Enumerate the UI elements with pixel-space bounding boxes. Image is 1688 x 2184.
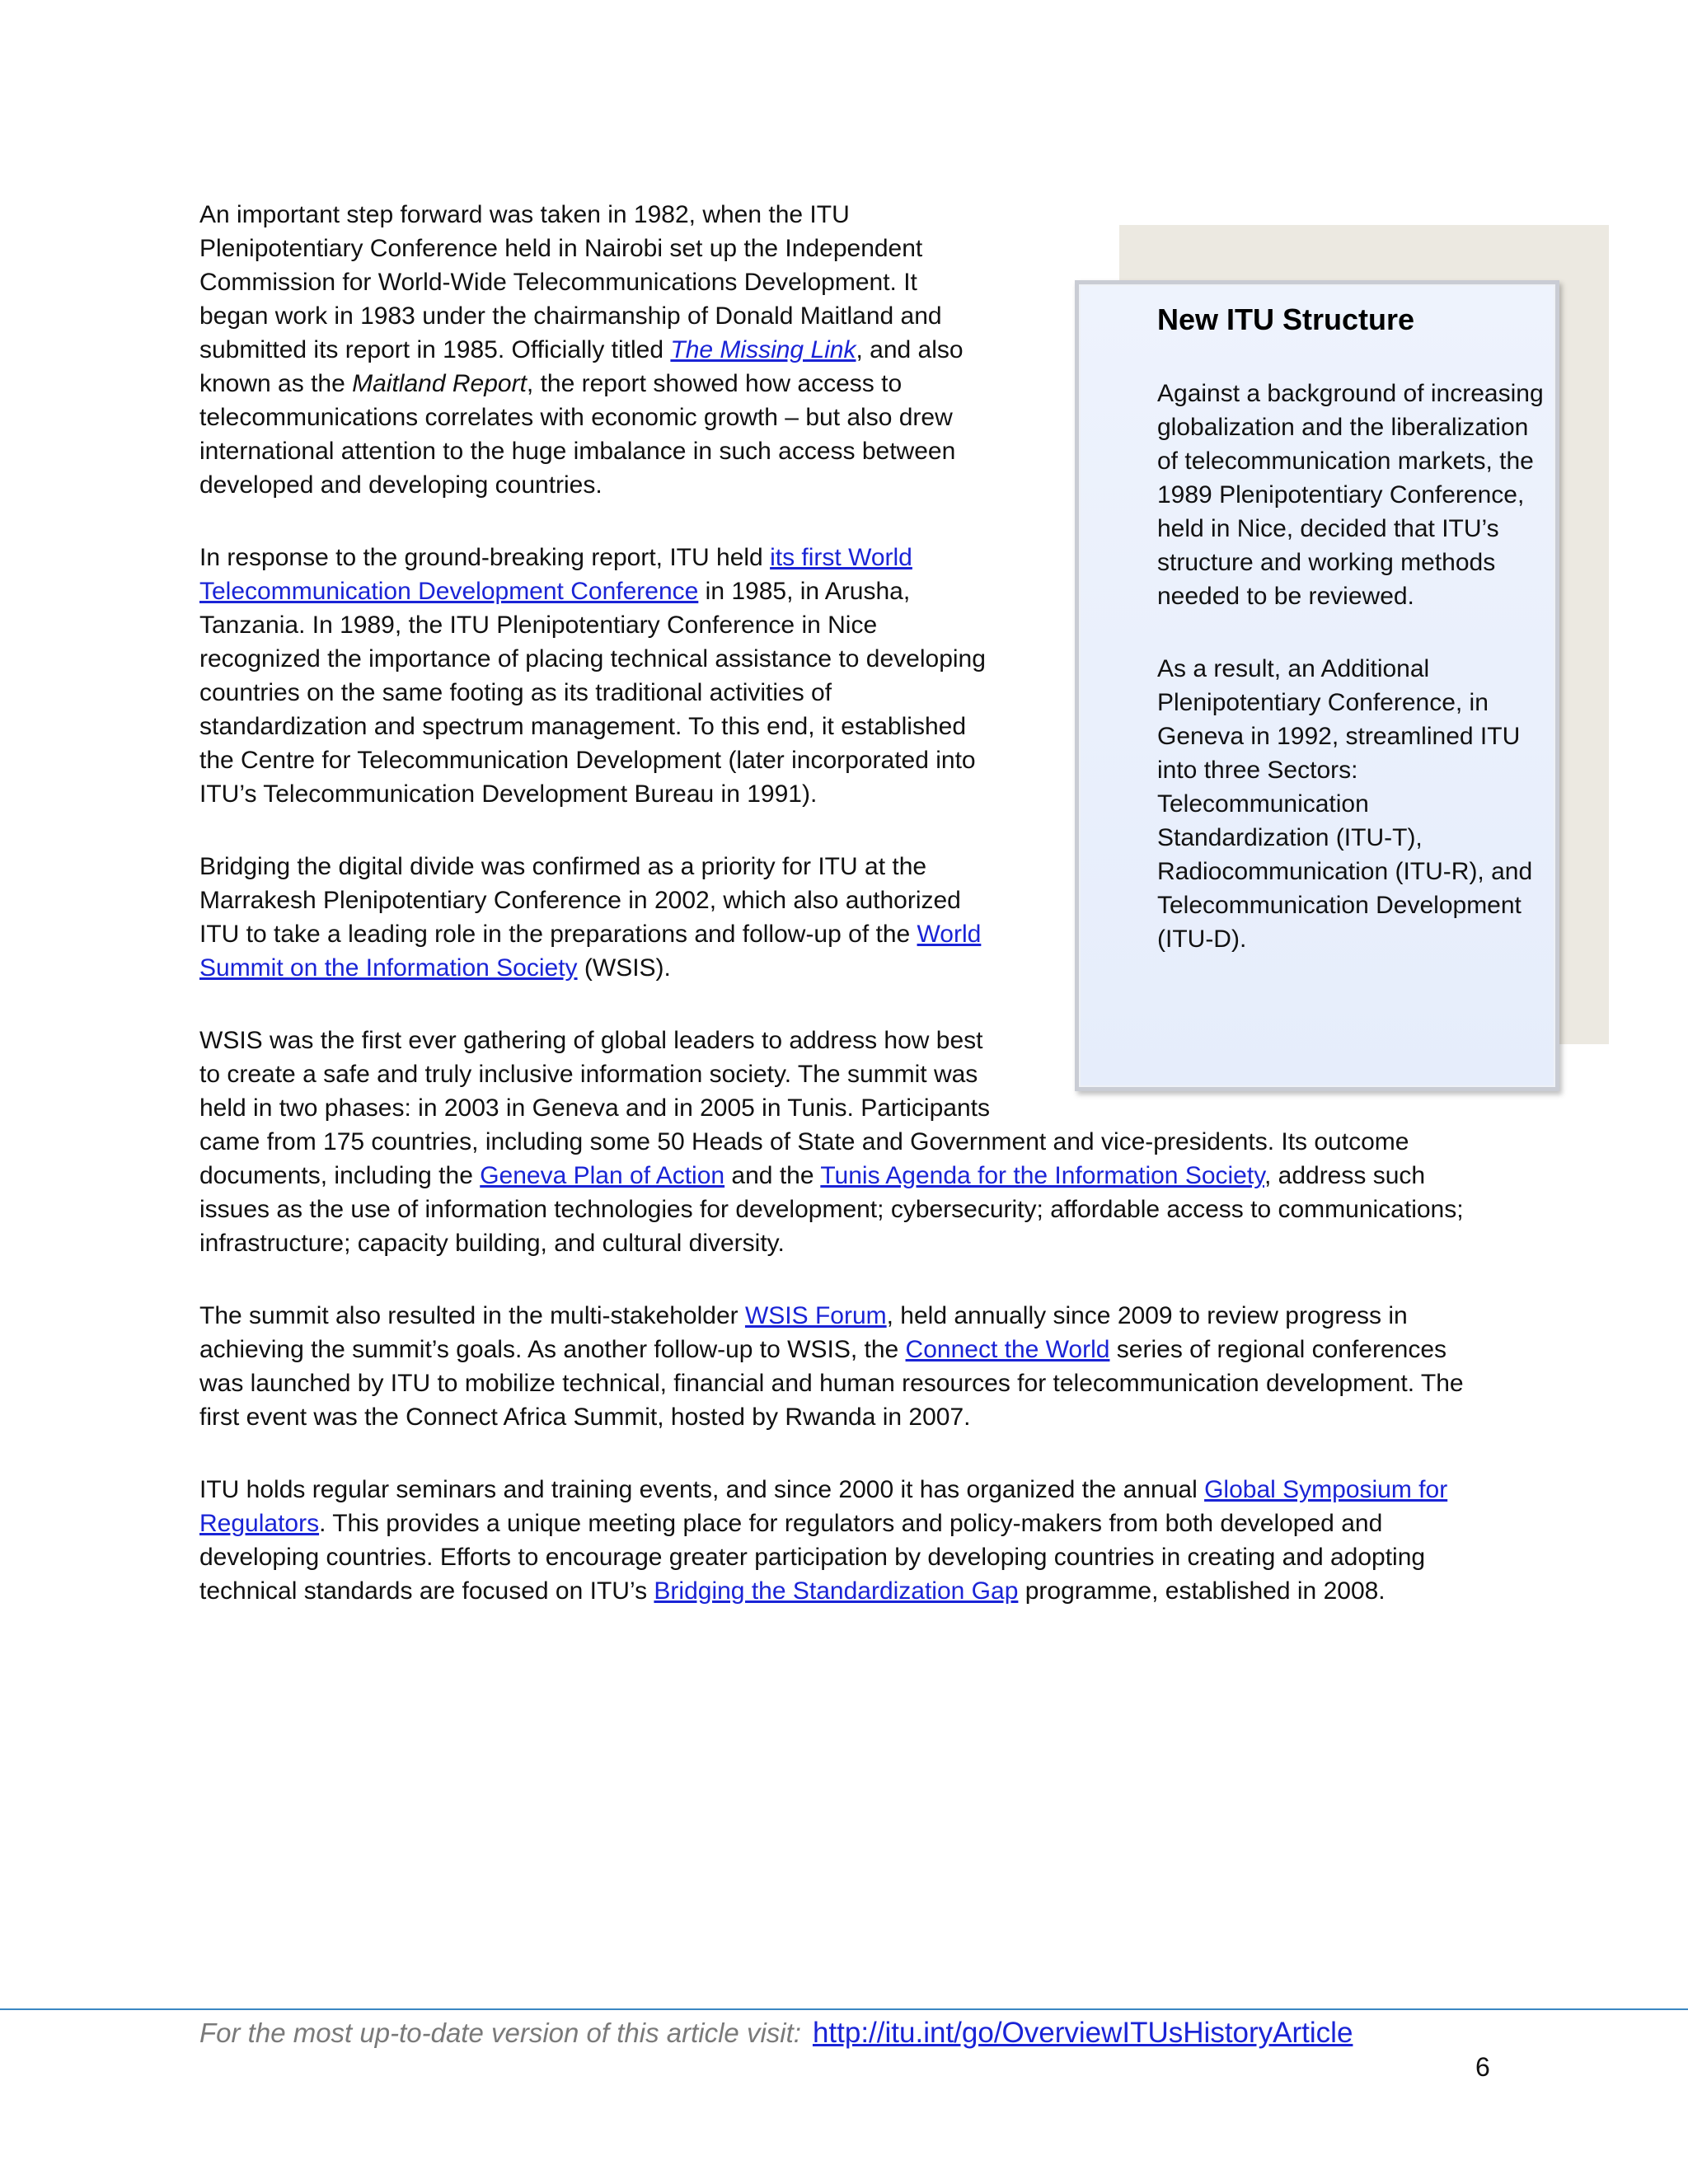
sidebar-title: New ITU Structure — [1157, 302, 1415, 336]
global-symposium-link[interactable]: Global Symposium for Regulators — [199, 1476, 1448, 1537]
paragraph-text: , the report showed how access to telecommunications correlates with economic growth – but also drew international attention to the huge imbalance in such access between developed and developing countries. — [199, 370, 956, 499]
sidebar-paragraph: Against a background of increasing globalization and the liberalization of telecommunication markets, the 1989 Plenipotentiary Conference, held in Nice, decided that ITU’s structure and working methods needed to be reviewed. — [1157, 380, 1544, 610]
footer-divider — [0, 2008, 1688, 2010]
paragraph-text: WSIS was the first ever gathering of global leaders to address how best to create a safe and truly inclusive information society. The summit was held in two phases: in 2003 in Geneva and in 2005 in Tunis. Participants came from 175 countries, including some 50 Heads of State and Government and vice-presidents. Its outcome documents, including the — [199, 1027, 1409, 1189]
article-url-link[interactable]: http://itu.int/go/OverviewITUsHistoryArticle — [812, 2017, 1353, 2049]
footer — [199, 2012, 1353, 2055]
sidebar-wrap-spacer — [1007, 198, 1485, 1110]
maitland-report-title: Maitland Report — [352, 370, 527, 397]
paragraph-text: In response to the ground-breaking report, ITU held — [199, 544, 771, 571]
sidebar-paragraph: As a result, an Additional Plenipotentiary Conference, in Geneva in 1992, streamlined ITU into three Sectors: Telecommunication Standardization (ITU-T), Radiocommunication (ITU-R), and Telecommunication Development (ITU-D). — [1157, 655, 1533, 953]
article-paragraph — [199, 1473, 1485, 1608]
geneva-plan-of-action-link[interactable]: Geneva Plan of Action — [480, 1162, 725, 1189]
paragraph-text: . This provides a unique meeting place for regulators and policy-makers from both developed and developing countries. Efforts to encourage greater participation by developing countries in creating and adopting technical standards are focused on ITU’s — [199, 1510, 1426, 1605]
footer-note: For the most up-to-date version of this article visit: — [199, 2018, 801, 2048]
paragraph-text: (WSIS). — [577, 954, 671, 982]
article-paragraph — [199, 1299, 1485, 1434]
paragraph-text: in 1985, in Arusha, Tanzania. In 1989, the ITU Plenipotentiary Conference in Nice recognized the importance of placing technical assistance to developing countries on the same footing as its traditional activities of standardization and spectrum management. To this end, it established the Centre for Telecommunication Development (later incorporated into ITU’s Telecommunication Development Bureau in 1991). — [199, 578, 986, 808]
paragraph-text: , and also known as the — [199, 336, 964, 397]
paragraph-text: Bridging the digital divide was confirmed as a priority for ITU at the Marrakesh Plenipotentiary Conference in 2002, which also authorized ITU to take a leading role in the preparations and follow-up of the — [199, 853, 961, 948]
paragraph-text: An important step forward was taken in 1982, when the ITU Plenipotentiary Conference held in Nairobi set up the Independent Commission for World-Wide Telecommunications Development. It began work in 1983 under the chairmanship of Donald Maitland and submitted its report in 1985. Officially titled — [199, 201, 942, 363]
page-number: 6 — [1475, 2052, 1490, 2082]
tunis-agenda-link[interactable]: Tunis Agenda for the Information Society — [820, 1162, 1264, 1189]
paragraph-text: and the — [724, 1162, 821, 1189]
paragraph-text: series of regional conferences was launched by ITU to mobilize technical, financial and human resources for telecommunication development. The first event was the Connect Africa Summit, hosted by Rwanda in 2007. — [199, 1336, 1464, 1431]
paragraph-text: ITU holds regular seminars and training events, and since 2000 it has organized the annual — [199, 1476, 1205, 1503]
article-body — [199, 198, 1485, 1647]
connect-the-world-link[interactable]: Connect the World — [905, 1336, 1110, 1363]
the-missing-link-link[interactable]: The Missing Link — [670, 336, 856, 363]
world-telecom-dev-conference-link[interactable]: its first World Telecommunication Development Conference — [199, 544, 912, 605]
bridging-standardization-gap-link[interactable]: Bridging the Standardization Gap — [654, 1577, 1019, 1605]
paragraph-text: , held annually since 2009 to review progress in achieving the summit’s goals. As another follow-up to WSIS, the — [199, 1302, 1408, 1363]
wsis-link[interactable]: World Summit on the Information Society — [199, 921, 982, 982]
paragraph-text: programme, established in 2008. — [1018, 1577, 1386, 1605]
paragraph-text: The summit also resulted in the multi-stakeholder — [199, 1302, 745, 1329]
paragraph-text: , address such issues as the use of information technologies for development; cybersecurity; affordable access to communications; infrastructure; capacity building, and cultural diversity. — [199, 1162, 1464, 1257]
wsis-forum-link[interactable]: WSIS Forum — [744, 1302, 887, 1329]
